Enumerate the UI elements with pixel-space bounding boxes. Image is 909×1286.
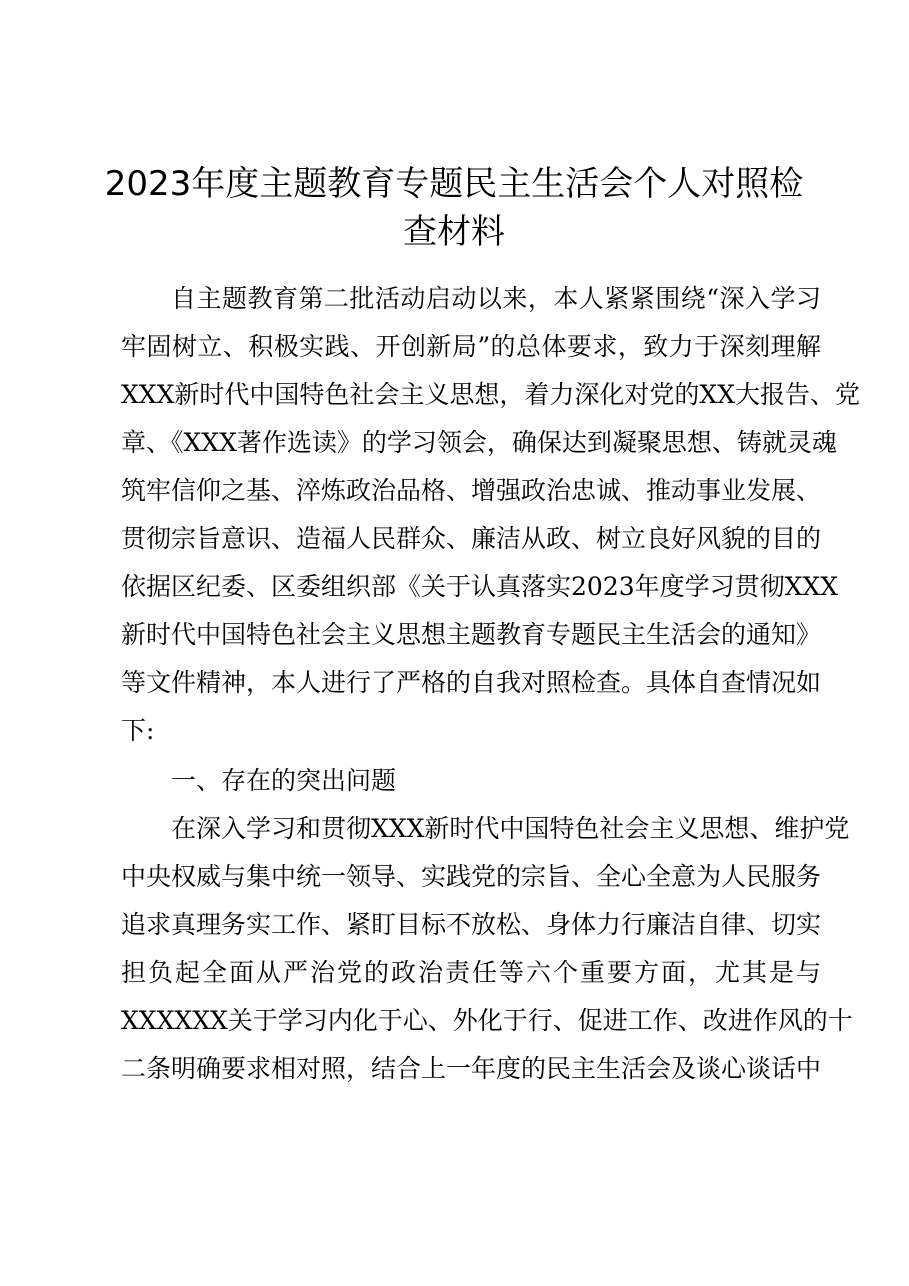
paragraph-1-line: 筑牢信仰之基、淬炼政治品格、增强政治忠诚、推动事业发展、: [121, 476, 822, 505]
document-title-line-1: 2023年度主题教育专题民主生活会个人对照检: [104, 164, 804, 204]
paragraph-1-line: 自主题教育第二批活动启动以来，本人紧紧围绕“深入学习: [171, 284, 821, 313]
paragraph-1-line: XXX新时代中国特色社会主义思想，着力深化对党的XX大报告、党: [121, 380, 860, 409]
paragraph-1-line: 下:: [121, 716, 155, 745]
paragraph-1-line: 等文件精神，本人进行了严格的自我对照检查。具体自查情况如: [121, 668, 822, 697]
paragraph-2-line: XXXXXX关于学习内化于心、外化于行、促进工作、改进作风的十: [121, 1006, 853, 1035]
paragraph-1-line: 章、《XXX著作选读》的学习领会，确保达到凝聚思想、铸就灵魂: [121, 428, 837, 457]
paragraph-2-line: 追求真理务实工作、紧盯目标不放松、身体力行廉洁自律、切实: [121, 910, 822, 939]
paragraph-1-line: 依据区纪委、区委组织部《关于认真落实2023年度学习贯彻XXX: [121, 572, 839, 601]
section-1-heading: 一、存在的突出问题: [171, 766, 397, 795]
paragraph-1-line: 新时代中国特色社会主义思想主题教育专题民主生活会的通知》: [121, 620, 822, 649]
paragraph-1-line: 牢固树立、积极实践、开创新局”的总体要求，致力于深刻理解: [121, 332, 821, 361]
paragraph-1-line: 贯彻宗旨意识、造福人民群众、廉洁从政、树立良好风貌的目的: [121, 524, 822, 553]
paragraph-2-line: 二条明确要求相对照，结合上一年度的民主生活会及谈心谈话中: [121, 1054, 822, 1083]
paragraph-2-line: 担负起全面从严治党的政治责任等六个重要方面，尤其是与: [121, 958, 821, 987]
paragraph-2-line: 中央权威与集中统一领导、实践党的宗旨、全心全意为人民服务: [121, 862, 822, 891]
document-title-line-2: 查材料: [403, 212, 505, 252]
paragraph-2-line: 在深入学习和贯彻XXX新时代中国特色社会主义思想、维护党: [171, 814, 850, 843]
